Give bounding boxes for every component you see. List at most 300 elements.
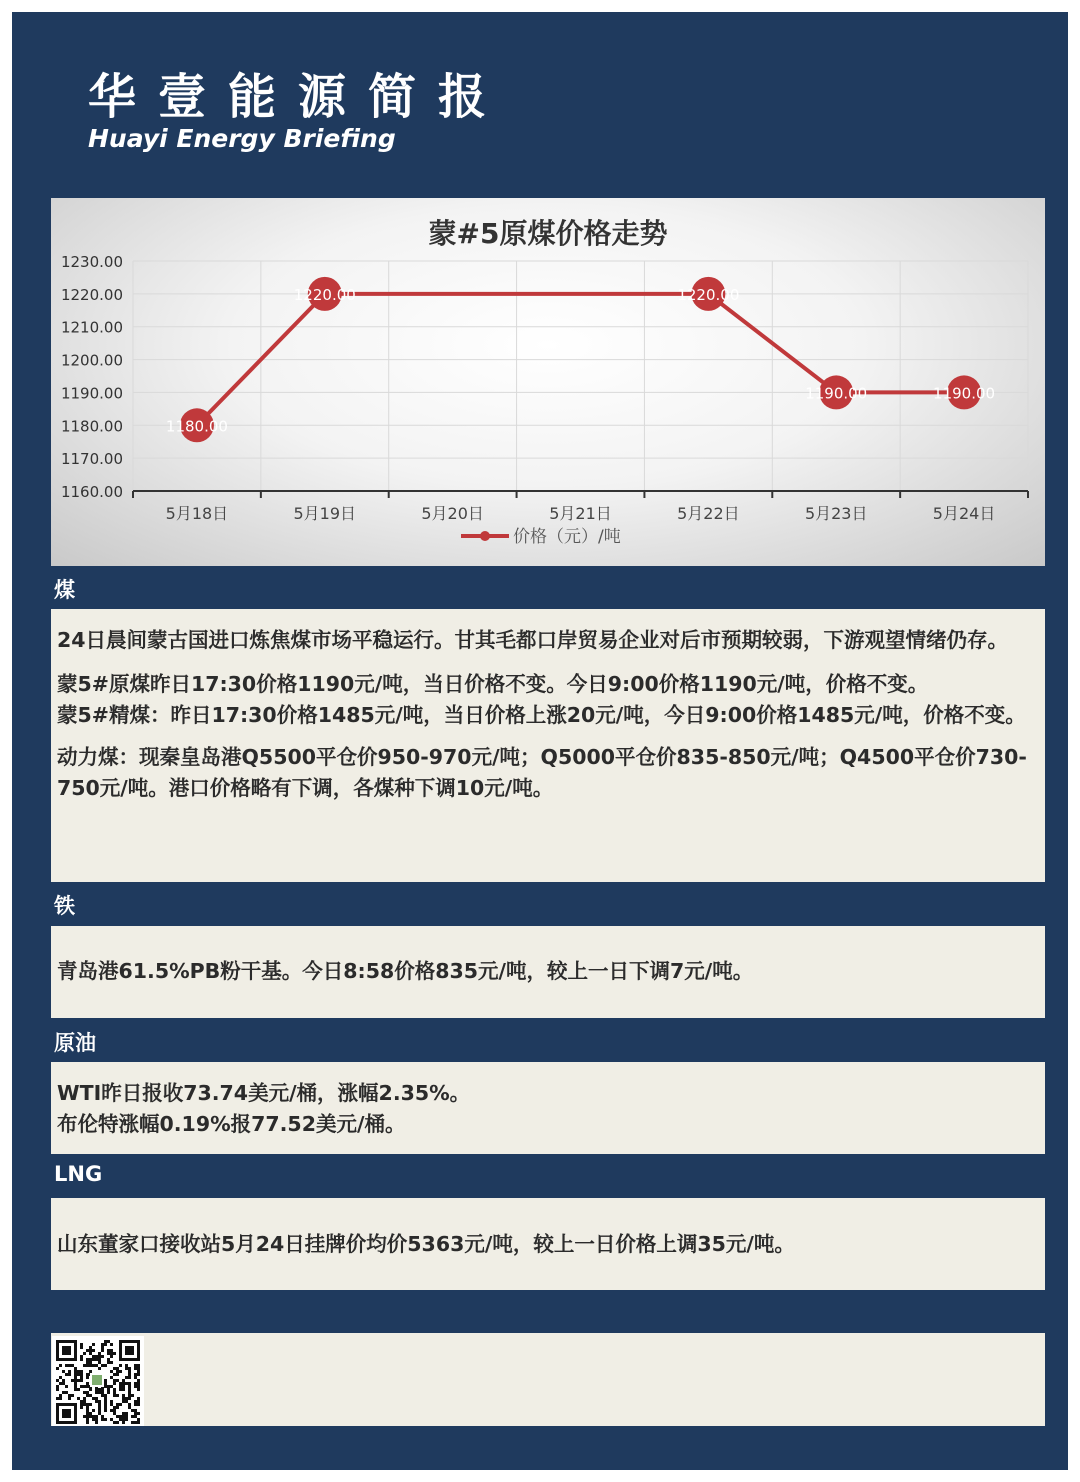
qr-module xyxy=(86,1421,89,1424)
qr-module xyxy=(119,1364,122,1367)
qr-module xyxy=(134,1400,137,1403)
qr-module xyxy=(62,1379,65,1382)
qr-module xyxy=(131,1394,134,1397)
qr-module xyxy=(77,1370,80,1373)
qr-logo xyxy=(92,1375,102,1385)
qr-module xyxy=(122,1418,125,1421)
price-chart xyxy=(51,198,1045,566)
qr-module xyxy=(83,1352,86,1355)
qr-module xyxy=(107,1385,110,1388)
qr-module xyxy=(119,1403,122,1406)
qr-module xyxy=(122,1382,125,1385)
qr-module xyxy=(134,1364,137,1367)
qr-module xyxy=(104,1418,107,1421)
qr-module xyxy=(74,1388,77,1391)
qr-module xyxy=(104,1340,107,1343)
qr-module xyxy=(89,1394,92,1397)
qr-module xyxy=(74,1382,77,1385)
qr-module xyxy=(92,1343,95,1346)
qr-module xyxy=(104,1382,107,1385)
qr-module xyxy=(80,1373,83,1376)
qr-module xyxy=(95,1391,98,1394)
qr-module xyxy=(104,1343,107,1346)
footer-panel xyxy=(51,1333,1045,1426)
qr-module xyxy=(98,1358,101,1361)
qr-module xyxy=(137,1367,140,1370)
qr-module xyxy=(62,1382,65,1385)
qr-module xyxy=(86,1412,89,1415)
qr-module xyxy=(119,1388,122,1391)
qr-module xyxy=(56,1385,59,1388)
qr-module xyxy=(134,1382,137,1385)
qr-module xyxy=(110,1376,113,1379)
qr-module xyxy=(86,1382,89,1385)
qr-module xyxy=(137,1403,140,1406)
qr-module xyxy=(128,1367,131,1370)
qr-module xyxy=(56,1397,59,1400)
qr-module xyxy=(107,1361,110,1364)
qr-module xyxy=(80,1379,83,1382)
qr-module xyxy=(62,1391,65,1394)
qr-module xyxy=(119,1370,122,1373)
qr-module xyxy=(107,1358,110,1361)
qr-finder-core xyxy=(125,1346,134,1355)
qr-module xyxy=(77,1379,80,1382)
qr-code-icon xyxy=(52,1336,144,1426)
qr-module xyxy=(113,1382,116,1385)
qr-module xyxy=(122,1421,125,1424)
qr-module xyxy=(83,1403,86,1406)
x-tick-label: 5月23日 xyxy=(804,504,868,523)
qr-module xyxy=(134,1415,137,1418)
qr-module xyxy=(95,1415,98,1418)
section-label-coal: 煤 xyxy=(54,578,75,602)
qr-module xyxy=(89,1415,92,1418)
qr-module xyxy=(56,1367,59,1370)
qr-module xyxy=(74,1379,77,1382)
qr-module xyxy=(104,1379,107,1382)
qr-module xyxy=(107,1388,110,1391)
lng-price-text: 山东董家口接收站5月24日挂牌价均价5363元/吨，较上一日价格上调35元/吨。 xyxy=(57,1232,795,1256)
qr-module xyxy=(92,1418,95,1421)
qr-module xyxy=(131,1415,134,1418)
x-tick-label: 5月21日 xyxy=(549,504,612,523)
qr-module xyxy=(68,1373,71,1376)
y-tick-label: 1210.00 xyxy=(60,318,123,337)
qr-module xyxy=(62,1370,65,1373)
qr-module xyxy=(74,1367,77,1370)
qr-module xyxy=(101,1346,104,1349)
qr-module xyxy=(134,1385,137,1388)
qr-module xyxy=(95,1421,98,1424)
qr-module xyxy=(137,1373,140,1376)
qr-module xyxy=(137,1388,140,1391)
brent-text: 布伦特涨幅0.19%报77.52美元/桶。 xyxy=(57,1112,406,1136)
qr-module xyxy=(68,1364,71,1367)
x-tick-label: 5月24日 xyxy=(932,504,996,523)
y-tick-label: 1160.00 xyxy=(60,483,123,501)
qr-module xyxy=(98,1400,101,1403)
qr-module xyxy=(89,1349,92,1352)
qr-module xyxy=(137,1379,140,1382)
qr-module xyxy=(65,1373,68,1376)
qr-module xyxy=(134,1421,137,1424)
qr-module xyxy=(134,1367,137,1370)
qr-module xyxy=(80,1346,83,1349)
qr-module xyxy=(86,1406,89,1409)
qr-module xyxy=(98,1352,101,1355)
qr-module xyxy=(137,1397,140,1400)
qr-module xyxy=(86,1385,89,1388)
qr-module xyxy=(83,1397,86,1400)
section-label-lng: LNG xyxy=(54,1162,103,1186)
qr-module xyxy=(122,1394,125,1397)
qr-module xyxy=(110,1361,113,1364)
qr-module xyxy=(83,1415,86,1418)
qr-module xyxy=(104,1397,107,1400)
qr-module xyxy=(134,1412,137,1415)
qr-module xyxy=(98,1409,101,1412)
qr-module xyxy=(125,1376,128,1379)
qr-module xyxy=(119,1415,122,1418)
qr-module xyxy=(86,1361,89,1364)
qr-module xyxy=(83,1385,86,1388)
qr-module xyxy=(77,1388,80,1391)
qr-module xyxy=(137,1418,140,1421)
qr-module xyxy=(125,1418,128,1421)
qr-module xyxy=(86,1403,89,1406)
qr-module xyxy=(122,1385,125,1388)
qr-module xyxy=(86,1409,89,1412)
y-tick-label: 1190.00 xyxy=(60,384,123,403)
qr-module xyxy=(122,1379,125,1382)
qr-module xyxy=(116,1415,119,1418)
qr-module xyxy=(113,1352,116,1355)
coal-washed-price-text: 蒙5#精煤：昨日17:30价格1485元/吨，当日价格上涨20元/吨，今日9:00价格1485元/吨，价格不变。 xyxy=(57,703,1026,727)
qr-module xyxy=(92,1415,95,1418)
qr-module xyxy=(137,1370,140,1373)
qr-module xyxy=(86,1373,89,1376)
qr-module xyxy=(131,1421,134,1424)
qr-module xyxy=(125,1382,128,1385)
briefing-title: 华壹能源简报 xyxy=(88,69,509,125)
qr-module xyxy=(80,1376,83,1379)
chart-legend xyxy=(461,527,621,547)
qr-module xyxy=(89,1352,92,1355)
qr-module xyxy=(116,1379,119,1382)
qr-module xyxy=(110,1349,113,1352)
qr-module xyxy=(131,1409,134,1412)
qr-module xyxy=(80,1355,83,1358)
coal-market-text: 24日晨间蒙古国进口炼焦煤市场平稳运行。甘其毛都口岸贸易企业对后市预期较弱，下游观望情绪仍存。 xyxy=(57,628,1009,652)
qr-module xyxy=(68,1394,71,1397)
qr-module xyxy=(104,1385,107,1388)
qr-module xyxy=(65,1391,68,1394)
qr-module xyxy=(107,1349,110,1352)
qr-module xyxy=(89,1388,92,1391)
qr-module xyxy=(137,1400,140,1403)
qr-module xyxy=(56,1379,59,1382)
qr-module xyxy=(92,1364,95,1367)
qr-module xyxy=(68,1397,71,1400)
qr-module xyxy=(128,1394,131,1397)
oil-panel xyxy=(51,1062,1045,1154)
qr-module xyxy=(116,1370,119,1373)
qr-module xyxy=(113,1394,116,1397)
qr-module xyxy=(110,1370,113,1373)
data-label: 1220.00 xyxy=(677,285,740,304)
qr-module xyxy=(122,1400,125,1403)
qr-module xyxy=(134,1403,137,1406)
qr-module xyxy=(137,1382,140,1385)
qr-module xyxy=(89,1346,92,1349)
data-label: 1180.00 xyxy=(165,417,228,436)
qr-module xyxy=(80,1358,83,1361)
legend-label: 价格（元）/吨 xyxy=(513,527,621,547)
qr-module xyxy=(113,1388,116,1391)
qr-module xyxy=(86,1394,89,1397)
qr-module xyxy=(137,1412,140,1415)
qr-module xyxy=(71,1394,74,1397)
section-label-iron: 铁 xyxy=(54,894,75,918)
qr-module xyxy=(92,1409,95,1412)
qr-module xyxy=(95,1397,98,1400)
qr-module xyxy=(59,1394,62,1397)
iron-ore-text: 青岛港61.5%PB粉干基。今日8:58价格835元/吨，较上一日下调7元/吨。 xyxy=(57,959,754,983)
qr-module xyxy=(77,1397,80,1400)
qr-module xyxy=(89,1370,92,1373)
qr-module xyxy=(83,1400,86,1403)
briefing-subtitle: Huayi Energy Briefing xyxy=(88,124,396,153)
qr-finder-core xyxy=(62,1346,71,1355)
qr-module xyxy=(101,1391,104,1394)
qr-module xyxy=(98,1355,101,1358)
qr-module xyxy=(128,1382,131,1385)
qr-module xyxy=(92,1349,95,1352)
qr-module xyxy=(125,1364,128,1367)
qr-module xyxy=(116,1394,119,1397)
qr-module xyxy=(95,1358,98,1361)
qr-module xyxy=(110,1409,113,1412)
qr-module xyxy=(98,1403,101,1406)
qr-module xyxy=(98,1406,101,1409)
qr-module xyxy=(125,1367,128,1370)
qr-module xyxy=(101,1394,104,1397)
qr-finder-core xyxy=(62,1409,71,1418)
qr-module xyxy=(104,1400,107,1403)
data-label: 1220.00 xyxy=(293,285,356,304)
qr-module xyxy=(104,1403,107,1406)
qr-module xyxy=(128,1385,131,1388)
qr-module xyxy=(116,1403,119,1406)
wti-text: WTI昨日报收73.74美元/桶，涨幅2.35%。 xyxy=(57,1081,471,1105)
coal-raw-price-text: 蒙5#原煤昨日17:30价格1190元/吨，当日价格不变。今日9:00价格1190元/吨，价格不变。 xyxy=(57,672,929,696)
qr-module xyxy=(86,1391,89,1394)
qr-module xyxy=(71,1379,74,1382)
qr-module xyxy=(110,1418,113,1421)
qr-module xyxy=(95,1388,98,1391)
qr-module xyxy=(125,1412,128,1415)
qr-module xyxy=(110,1385,113,1388)
chart-title: 蒙#5原煤价格走势 xyxy=(428,217,668,250)
qr-module xyxy=(119,1385,122,1388)
qr-module xyxy=(122,1397,125,1400)
qr-module xyxy=(104,1409,107,1412)
price-chart-svg xyxy=(51,198,1045,566)
qr-module xyxy=(95,1355,98,1358)
qr-module xyxy=(86,1364,89,1367)
qr-module xyxy=(83,1391,86,1394)
qr-module xyxy=(89,1403,92,1406)
qr-module xyxy=(107,1391,110,1394)
qr-module xyxy=(137,1421,140,1424)
qr-module xyxy=(137,1364,140,1367)
qr-module xyxy=(80,1406,83,1409)
qr-module xyxy=(74,1385,77,1388)
data-label: 1190.00 xyxy=(805,384,868,403)
qr-module xyxy=(101,1355,104,1358)
qr-module xyxy=(134,1373,137,1376)
qr-module xyxy=(59,1397,62,1400)
qr-module xyxy=(119,1382,122,1385)
qr-module xyxy=(116,1373,119,1376)
thermal-coal-text: 动力煤：现秦皇岛港Q5500平仓价950-970元/吨；Q5000平仓价835-850元/吨；Q4500平仓价730-750元/吨。港口价格略有下调，各煤种下调10元/吨。 xyxy=(57,745,1027,800)
y-tick-label: 1230.00 xyxy=(60,253,123,271)
qr-module xyxy=(113,1409,116,1412)
qr-module xyxy=(101,1418,104,1421)
qr-module xyxy=(125,1397,128,1400)
iron-panel xyxy=(51,926,1045,1018)
qr-module xyxy=(122,1412,125,1415)
qr-module xyxy=(110,1403,113,1406)
qr-module xyxy=(77,1373,80,1376)
qr-module xyxy=(128,1376,131,1379)
qr-module xyxy=(98,1391,101,1394)
qr-module xyxy=(110,1352,113,1355)
x-tick-label: 5月22日 xyxy=(677,504,740,523)
qr-module xyxy=(113,1373,116,1376)
qr-module xyxy=(125,1415,128,1418)
qr-module xyxy=(128,1403,131,1406)
qr-module xyxy=(59,1382,62,1385)
qr-module xyxy=(104,1394,107,1397)
qr-module xyxy=(116,1421,119,1424)
qr-module xyxy=(128,1406,131,1409)
qr-module xyxy=(80,1370,83,1373)
qr-module xyxy=(110,1343,113,1346)
qr-module xyxy=(86,1376,89,1379)
qr-module xyxy=(74,1376,77,1379)
qr-module xyxy=(89,1364,92,1367)
x-tick-label: 5月18日 xyxy=(165,504,229,523)
qr-module xyxy=(128,1397,131,1400)
qr-module xyxy=(80,1385,83,1388)
qr-module xyxy=(101,1415,104,1418)
qr-module xyxy=(101,1343,104,1346)
qr-module xyxy=(128,1373,131,1376)
data-label: 1190.00 xyxy=(933,384,996,403)
qr-module xyxy=(65,1385,68,1388)
qr-module xyxy=(119,1418,122,1421)
qr-module xyxy=(86,1415,89,1418)
qr-module xyxy=(89,1412,92,1415)
qr-code-graphic xyxy=(52,1336,144,1426)
qr-module xyxy=(98,1412,101,1415)
qr-module xyxy=(113,1406,116,1409)
qr-module xyxy=(122,1388,125,1391)
qr-module xyxy=(59,1364,62,1367)
qr-module xyxy=(98,1361,101,1364)
qr-module xyxy=(134,1376,137,1379)
qr-module xyxy=(107,1352,110,1355)
qr-module xyxy=(98,1367,101,1370)
qr-module xyxy=(95,1400,98,1403)
qr-module xyxy=(74,1373,77,1376)
qr-module xyxy=(86,1418,89,1421)
qr-module xyxy=(92,1358,95,1361)
qr-module xyxy=(92,1355,95,1358)
qr-module xyxy=(89,1358,92,1361)
qr-module xyxy=(65,1364,68,1367)
qr-module xyxy=(101,1388,104,1391)
qr-module xyxy=(68,1370,71,1373)
y-tick-label: 1200.00 xyxy=(60,351,123,370)
qr-module xyxy=(80,1343,83,1346)
qr-module xyxy=(86,1358,89,1361)
qr-module xyxy=(116,1367,119,1370)
x-tick-label: 5月20日 xyxy=(421,504,484,523)
qr-module xyxy=(128,1388,131,1391)
qr-module xyxy=(113,1379,116,1382)
qr-module xyxy=(80,1400,83,1403)
qr-module xyxy=(116,1406,119,1409)
qr-module xyxy=(71,1364,74,1367)
qr-module xyxy=(107,1340,110,1343)
qr-module xyxy=(59,1376,62,1379)
qr-module xyxy=(110,1355,113,1358)
qr-module xyxy=(56,1388,59,1391)
qr-module xyxy=(101,1349,104,1352)
y-tick-label: 1170.00 xyxy=(60,450,123,469)
qr-module xyxy=(110,1400,113,1403)
qr-module xyxy=(113,1391,116,1394)
qr-module xyxy=(74,1370,77,1373)
qr-module xyxy=(92,1397,95,1400)
qr-module xyxy=(95,1418,98,1421)
qr-module xyxy=(101,1364,104,1367)
lng-panel xyxy=(51,1198,1045,1290)
qr-module xyxy=(83,1364,86,1367)
qr-module xyxy=(134,1409,137,1412)
qr-module xyxy=(113,1412,116,1415)
qr-module xyxy=(95,1364,98,1367)
section-label-oil: 原油 xyxy=(54,1031,96,1055)
x-tick-label: 5月19日 xyxy=(293,504,357,523)
qr-module xyxy=(113,1421,116,1424)
legend-marker xyxy=(480,531,490,541)
qr-module xyxy=(98,1388,101,1391)
qr-module xyxy=(125,1400,128,1403)
y-tick-label: 1180.00 xyxy=(60,417,123,436)
qr-module xyxy=(137,1385,140,1388)
qr-module xyxy=(80,1403,83,1406)
qr-module xyxy=(113,1367,116,1370)
qr-module xyxy=(104,1364,107,1367)
y-tick-label: 1220.00 xyxy=(60,285,123,304)
qr-module xyxy=(128,1391,131,1394)
qr-module xyxy=(89,1361,92,1364)
qr-module xyxy=(104,1406,107,1409)
